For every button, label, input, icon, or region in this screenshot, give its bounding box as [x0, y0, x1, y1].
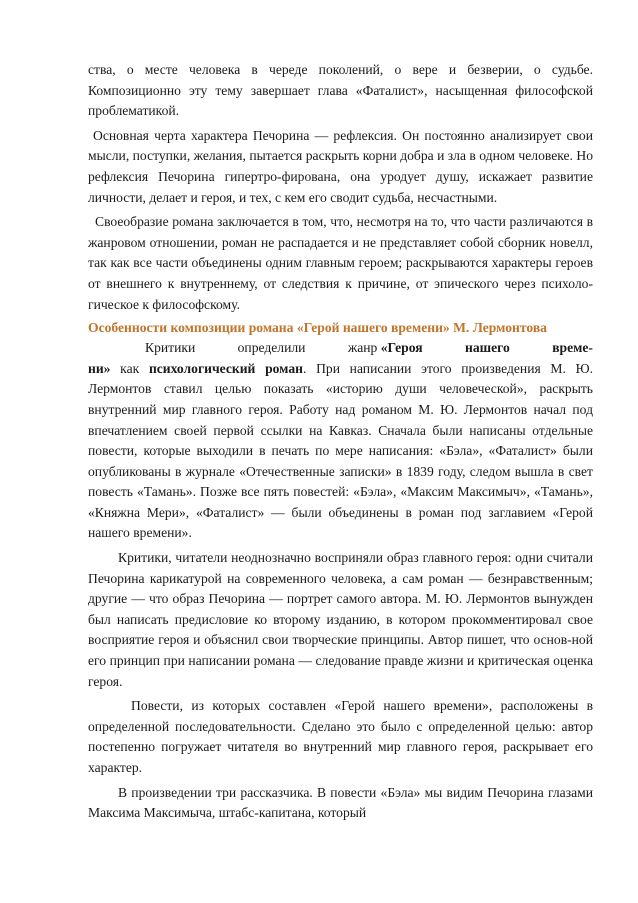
paragraph-2: Основная черта характера Печорина — рефлексия. Он постоянно анализирует свои мысли, поступки, желания, пытается раскрыть корни добра и зла в одном человеке. Но рефлексия Печорина гипертро-фирована, она уродует душу, искажает развитие личности, делает и героя, и тех, с кем его сводит судьба, несчастными. — [88, 127, 593, 205]
paragraph-4-first-line: Критики определили жанр «Героя нашего време- — [145, 340, 593, 356]
paragraph-4 — [88, 338, 593, 544]
section-heading: Особенности композиции романа «Герой нашего времени» М. Лермонтова — [88, 320, 547, 336]
document-page — [88, 60, 593, 824]
paragraph-6: Повести, из которых составлен «Герой нашего времени», расположены в определенной последовательности. Сделано это было с определенной целью: автор постепенно погружает читателя во внутренний мир главного героя, раскрывает его характер. — [88, 698, 593, 775]
paragraph-4-body: ни» как психологический роман. При написании этого произведения М. Ю. Лермонтов ставил целью показать «историю души человеческой», раскрыть внутренний мир главного героя. Работу над романом М. Ю. Лермонтов начал под впечатлением своей первой ссылки на Кавказ. Сначала были написаны отдельные повести, которые выходили в печать по мере написания: «Бэла», «Фаталист» были опубликованы в журнале «Отечественные записки» в 1839 году, следом вышла в свет повесть «Тамань». Позже все пять повестей: «Бэла», «Максим Максимыч», «Тамань», «Княжна Мери», «Фаталист» — были объединены в роман под заглавием «Герой нашего времени». — [88, 360, 593, 541]
paragraph-3: Своеобразие романа заключается в том, что, несмотря на то, что части различаются в жанровом отношении, роман не распадается и не представляет собой сборник новелл, так как все части объединены одним главным героем; раскрываются характеры героев от внешнего к внутреннему, от следствия к причине, от эпического через психоло-гическое к философскому. — [88, 214, 593, 312]
paragraph-5: Критики, читатели неоднозначно восприняли образ главного героя: одни считали Печорина карикатурой на современного человека, а сам роман — безнравственным; другие — что образ Печорина — портрет самого автора. М. Ю. Лермонтов вынужден был написать предисловие ко второму изданию, в котором прокомментировал свое восприятие героя и объяснил свои творческие принципы. Автор пишет, что основ-ной его принцип при написании романа — следование правде жизни и критическая оценка героя. — [88, 550, 593, 689]
paragraph-7: В произведении три рассказчика. В повести «Бэла» мы видим Печорина глазами Максима Максимыча, штабс-капитана, который — [88, 784, 593, 821]
paragraph-1: ства, о месте человека в череде поколений, о вере и безверии, о судьбе. Композиционно эту тему завершает глава «Фаталист», насыщенная философской проблематикой. — [88, 62, 593, 119]
